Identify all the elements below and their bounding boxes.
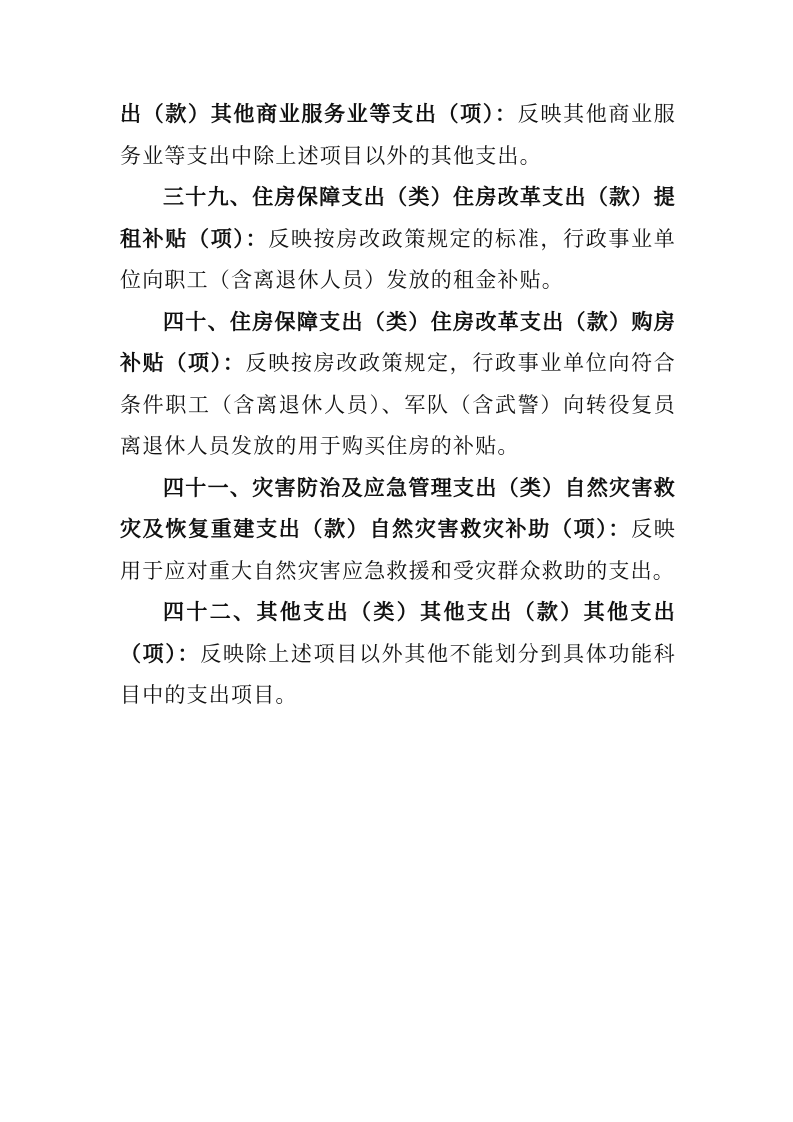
paragraph-disaster-relief [120,468,676,593]
paragraph-heading: 四十一、灾害防治及应急管理支出（类）自然灾害救灾及恢复重建支出（款）自然灾害救灾补助（项）： [120,475,676,541]
paragraph-text: 反映用于应对重大自然灾害应急救援和受灾群众救助的支出。 [120,517,676,583]
paragraph-housing-purchase-subsidy [120,302,676,468]
paragraph-text: 反映按房改政策规定，行政事业单位向符合条件职工（含离退休人员）、军队（含武警）向转役复员离退休人员发放的用于购买住房的补贴。 [120,351,676,458]
paragraph-heading: 三十九、住房保障支出（类）住房改革支出（款）提租补贴（项）： [120,185,676,251]
document-body [120,94,676,717]
paragraph-heading: 四十二、其他支出（类）其他支出（款）其他支出（项）： [120,600,676,666]
paragraph-commercial-services [120,94,676,177]
paragraph-rent-subsidy [120,177,676,302]
paragraph-text: 反映除上述项目以外其他不能划分到具体功能科目中的支出项目。 [120,641,676,707]
paragraph-heading: 四十、住房保障支出（类）住房改革支出（款）购房补贴（项）： [120,309,676,375]
paragraph-heading: 出（款）其他商业服务业等支出（项）： [120,102,518,126]
paragraph-text: 反映按房改政策规定的标准，行政事业单位向职工（含离退休人员）发放的租金补贴。 [120,226,676,292]
paragraph-text: 反映其他商业服务业等支出中除上述项目以外的其他支出。 [120,102,676,168]
paragraph-other-expenditure [120,592,676,717]
